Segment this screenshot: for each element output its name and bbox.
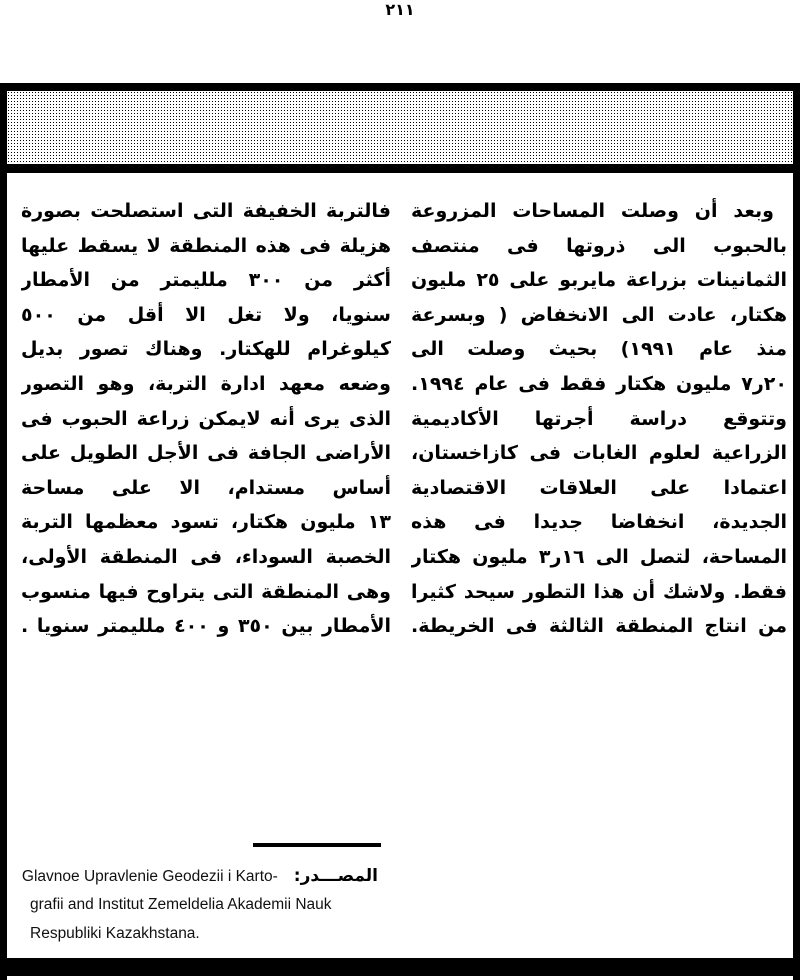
text-line: بالحبوب الى ذروتها فى منتصف (411, 234, 787, 257)
text-line: فقط. ولاشك أن هذا التطور سيحد كثيرا (411, 580, 787, 603)
text-line: الثمانينات بزراعة مايربو على ٢٥ مليون (411, 269, 787, 292)
frame-bottom-bar (0, 958, 800, 976)
text-line: الذى يرى أنه لايمكن زراعة الحبوب فى (21, 407, 391, 430)
text-line: وهى المنطقة التى يتراوح فيها منسوب (21, 580, 391, 603)
text-line: سنويا، ولا تغل الا أقل من ٥٠٠ (21, 303, 391, 326)
citation-text-1: Glavnoe Upravlenie Geodezii i Karto- (21, 868, 278, 885)
page-number: ٢١١ (385, 0, 415, 19)
header-band-halftone (7, 91, 793, 164)
citation-text-2: grafii and Institut Zemeldelia Akademii Nauk (30, 896, 332, 913)
text-line: اعتمادا على العلاقات الاقتصادية (411, 476, 787, 499)
text-line: فالتربة الخفيفة التى استصلحت بصورة (21, 200, 391, 222)
article-columns (7, 194, 793, 644)
text-line: من انتاج المنطقة الثالثة فى الخريطة. (411, 615, 787, 638)
text-line: الخصبة السوداء، فى المنطقة الأولى، (21, 545, 391, 568)
text-line: وتتوقع دراسة أجرتها الأكاديمية (411, 407, 787, 430)
text-line: هزيلة فى هذه المنطقة لا يسقط عليها (21, 234, 391, 257)
text-line: كيلوغرام للهكتار. وهناك تصور بديل (21, 338, 391, 361)
source-note (21, 843, 410, 948)
column-right (411, 194, 787, 644)
text-line: وضعه معهد ادارة التربة، وهو التصور (21, 372, 391, 395)
text-line: ١٣ مليون هكتار، تسود معظمها التربة (21, 511, 391, 534)
frame-right-border (793, 172, 800, 980)
header-band (0, 83, 800, 173)
text-line: الأمطار بين ٣٥٠ و ٤٠٠ ملليمتر سنويا . (21, 615, 391, 638)
text-line: منذ عام ١٩٩١) بحيث وصلت الى (411, 338, 787, 361)
citation-text-3: Respubliki Kazakhstana. (30, 925, 200, 942)
text-line: الزراعية لعلوم الغابات فى كازاخستان، (411, 442, 787, 465)
footnote-rule (253, 843, 381, 847)
text-line: الجديدة، انخفاضا جديدا فى هذه (411, 511, 787, 534)
source-label: المصـــدر: (293, 866, 378, 886)
text-line: هكتار، عادت الى الانخفاض ( وبسرعة (411, 303, 787, 326)
text-line: وبعد أن وصلت المساحات المزروعة (411, 200, 774, 222)
citation-line-1 (21, 861, 378, 890)
text-line: أساس مستدام، الا على مساحة (21, 476, 391, 499)
text-line: ٢٠ر٧ مليون هكتار فقط فى عام ١٩٩٤. (411, 372, 787, 395)
text-line: الأراضى الجافة فى الأجل الطويل على (21, 442, 391, 465)
frame-left-border (0, 172, 7, 980)
column-left (21, 194, 391, 644)
text-line: أكثر من ٣٠٠ ملليمتر من الأمطار (21, 269, 391, 292)
text-line: المساحة، لتصل الى ١٦ر٣ مليون هكتار (411, 545, 787, 568)
